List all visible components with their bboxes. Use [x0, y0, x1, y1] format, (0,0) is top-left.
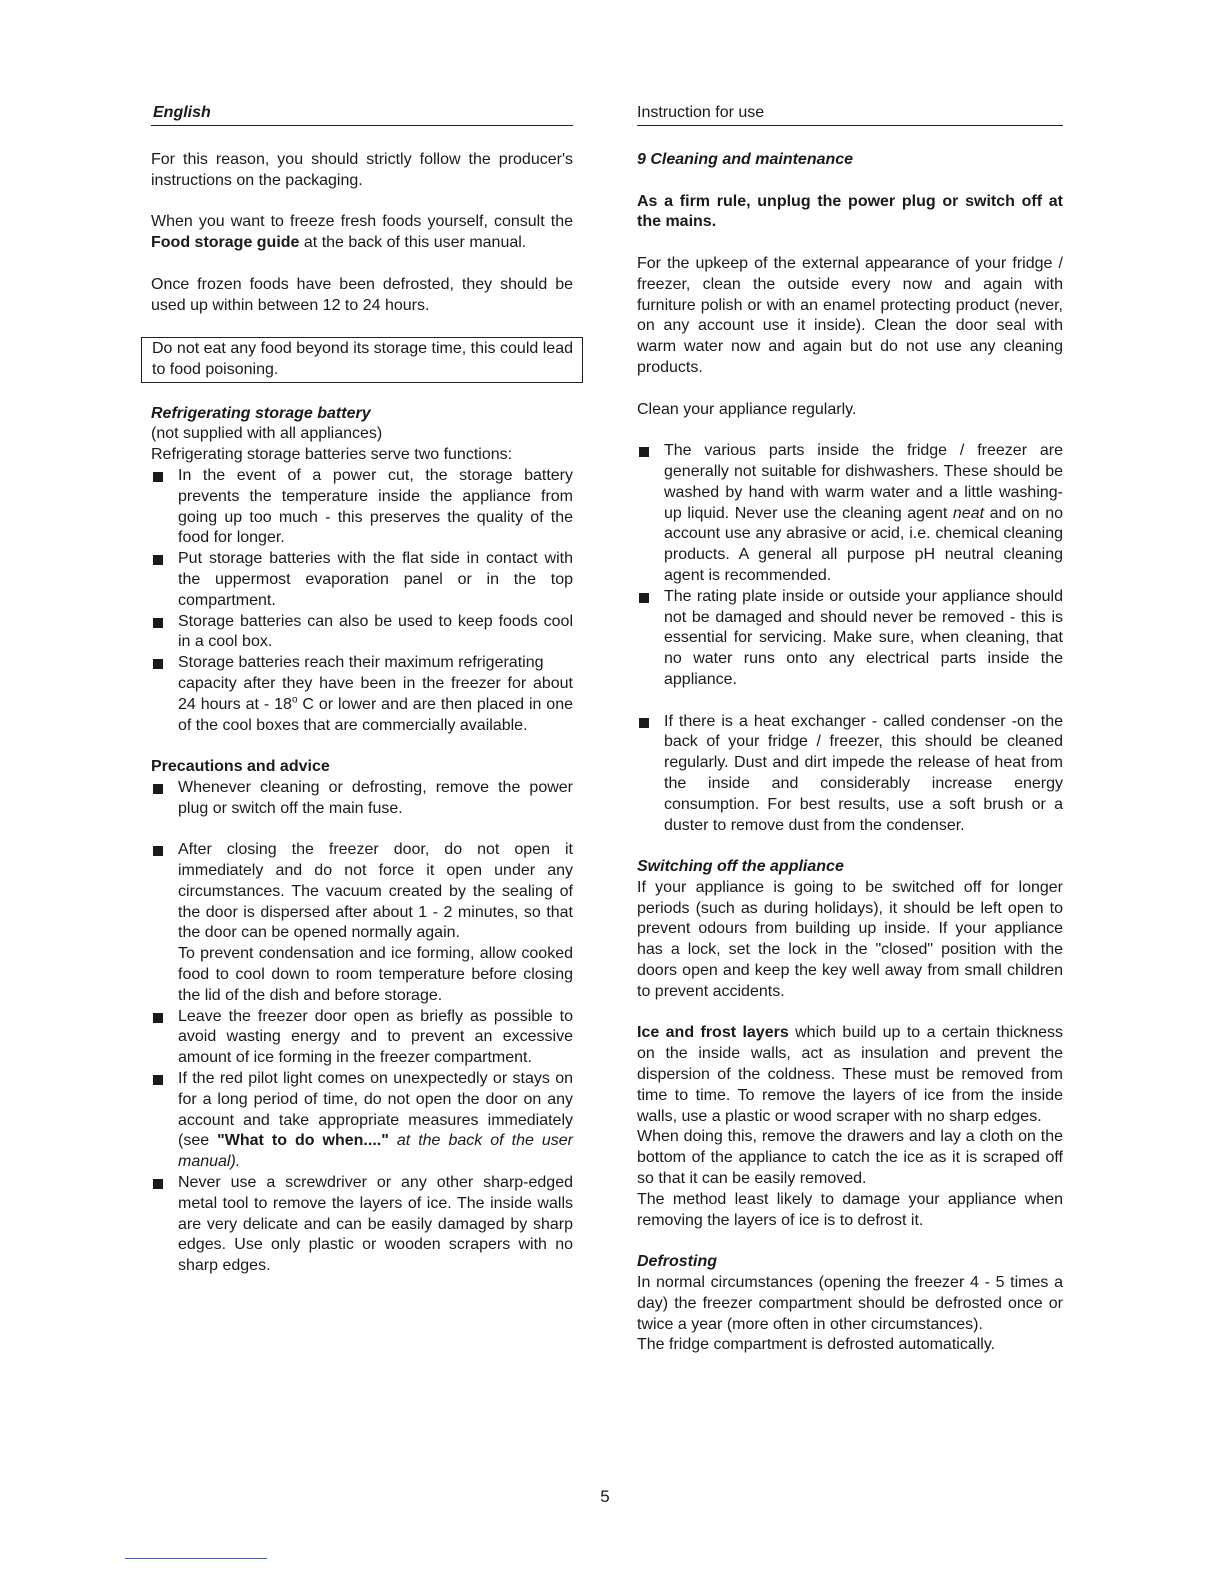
- paragraph-freeze: When you want to freeze fresh foods yourself, consult the Food storage guide at the back of this user manual.: [151, 213, 573, 252]
- battery-note: (not supplied with all appliances): [151, 425, 383, 443]
- paragraph-ice-layers: Ice and frost layers which build up to a certain thickness on the inside walls, act as insulation and prevent the dispersion of the coldness. These must be removed from time to time. To remove the layers of ice from the inside walls, use a plastic or wood scraper with no sharp edges.: [637, 1024, 1063, 1125]
- list-item: Whenever cleaning or defrosting, remove the power plug or switch off the main fuse.: [151, 778, 573, 820]
- precautions-title: Precautions and advice: [151, 758, 330, 776]
- precautions-list: [151, 778, 573, 820]
- list-item: The various parts inside the fridge / freezer are generally not suitable for dishwashers. These should be washed by hand with warm water and a little washing-up liquid. Never use the cleaning agent neat and on no account use any abrasive or acid, i.e. chemical cleaning products. A general all purpose pH neutral cleaning agent is recommended.: [637, 441, 1063, 587]
- firm-rule: As a firm rule, unplug the power plug or switch off at the mains.: [637, 192, 1063, 231]
- right-header: [637, 103, 1063, 126]
- paragraph-defrosting: In normal circumstances (opening the freezer 4 - 5 times a day) the freezer compartment should be defrosted once or twice a year (more often in other circumstances).: [637, 1274, 1063, 1333]
- list-item: If the red pilot light comes on unexpectedly or stays on for a long period of time, do not open the door on any account and take appropriate measures immediately (see "What to do when...." at the back of the user manual).: [151, 1069, 573, 1173]
- battery-list: [151, 466, 573, 736]
- switching-off-title: Switching off the appliance: [637, 858, 844, 876]
- list-item: Put storage batteries with the flat side in contact with the uppermost evaporation panel or in the top compartment.: [151, 549, 573, 611]
- left-column: [151, 103, 573, 1277]
- what-to-do-ref: "What to do when....": [217, 1132, 389, 1150]
- ice-layers-term: Ice and frost layers: [637, 1024, 789, 1042]
- battery-title: Refrigerating storage battery: [151, 404, 371, 422]
- paragraph-ice-cloth: When doing this, remove the drawers and lay a cloth on the bottom of the appliance to catch the ice as it is scraped off so that it can be easily removed.: [637, 1128, 1063, 1188]
- list-item: Storage batteries reach their maximum refrigerating capacity after they have been in the freezer for about 24 hours at - 18$^o$ C or lower and are then placed in one of the cool boxes that are commercially available.: [151, 653, 573, 736]
- page-number: 5: [600, 1487, 610, 1506]
- list-item: The rating plate inside or outside your appliance should not be damaged and should never be removed - this is essential for servicing. Make sure, when cleaning, that no water runs onto any electrical parts inside the appliance.: [637, 587, 1063, 691]
- cleaning-list-2: [637, 712, 1063, 837]
- language-label: English: [153, 104, 211, 121]
- list-item: If there is a heat exchanger - called condenser -on the back of your fridge / freezer, this should be cleaned regularly. Dust and dirt impede the release of heat from the inside and considerably increase energy consumption. For best results, use a soft brush or a duster to remove dust from the condenser.: [637, 712, 1063, 837]
- defrosting-title: Defrosting: [637, 1253, 717, 1271]
- paragraph-switching-off: If your appliance is going to be switched off for longer periods (such as during holidays), it should be left open to prevent odours from building up inside. If your appliance has a lock, set the lock in the "closed" position with the doors open and keep the key well away from small children to prevent accidents.: [637, 878, 1063, 1000]
- document-title: Instruction for use: [637, 104, 765, 121]
- precautions-list-2: [151, 840, 573, 1277]
- warning-box: [141, 337, 583, 383]
- list-item: Never use a screwdriver or any other sharp-edged metal tool to remove the layers of ice. The inside walls are very delicate and can be easily damaged by sharp edges. Use only plastic or wooden scrapers with no sharp edges.: [151, 1173, 573, 1277]
- paragraph-clean-regularly: Clean your appliance regularly.: [637, 400, 857, 418]
- list-item: Storage batteries can also be used to keep foods cool in a cool box.: [151, 612, 573, 654]
- list-item: Leave the freezer door open as briefly as possible to avoid wasting energy and to prevent an excessive amount of ice forming in the freezer compartment.: [151, 1007, 573, 1069]
- cleaning-section-title: 9 Cleaning and maintenance: [637, 151, 854, 168]
- cleaning-list: [637, 441, 1063, 691]
- paragraph-fridge-auto: The fridge compartment is defrosted automatically.: [637, 1336, 996, 1354]
- left-header: [151, 103, 573, 126]
- paragraph-upkeep: For the upkeep of the external appearance of your fridge / freezer, clean the outside every now and again with furniture polish or with an enamel protecting product (never, on any account use it inside). Clean the door seal with warm water now and again but do not use any cleaning products.: [637, 254, 1063, 376]
- paragraph-defrosted: Once frozen foods have been defrosted, they should be used up within between 12 to 24 hours.: [151, 275, 573, 314]
- footnote-divider: [125, 1558, 267, 1559]
- paragraph-ice-method: The method least likely to damage your appliance when removing the layers of ice is to defrost it.: [637, 1190, 1063, 1229]
- warning-text: Do not eat any food beyond its storage time, this could lead to food poisoning.: [152, 340, 573, 378]
- food-storage-guide-ref: Food storage guide: [151, 234, 300, 252]
- list-item: After closing the freezer door, do not open it immediately and do not force it open under any circumstances. The vacuum created by the sealing of the door is dispersed after about 1 - 2 minutes, so that the door can be opened normally again. To prevent condensation and ice forming, allow cooked food to cool down to room temperature before closing the lid of the dish and before storage.: [151, 840, 573, 1006]
- right-column: [637, 103, 1063, 1356]
- battery-intro: Refrigerating storage batteries serve two functions:: [151, 446, 513, 464]
- list-item: In the event of a power cut, the storage battery prevents the temperature inside the appliance from going up too much - this preserves the quality of the food for longer.: [151, 466, 573, 549]
- paragraph-reason: For this reason, you should strictly follow the producer's instructions on the packaging.: [151, 151, 573, 189]
